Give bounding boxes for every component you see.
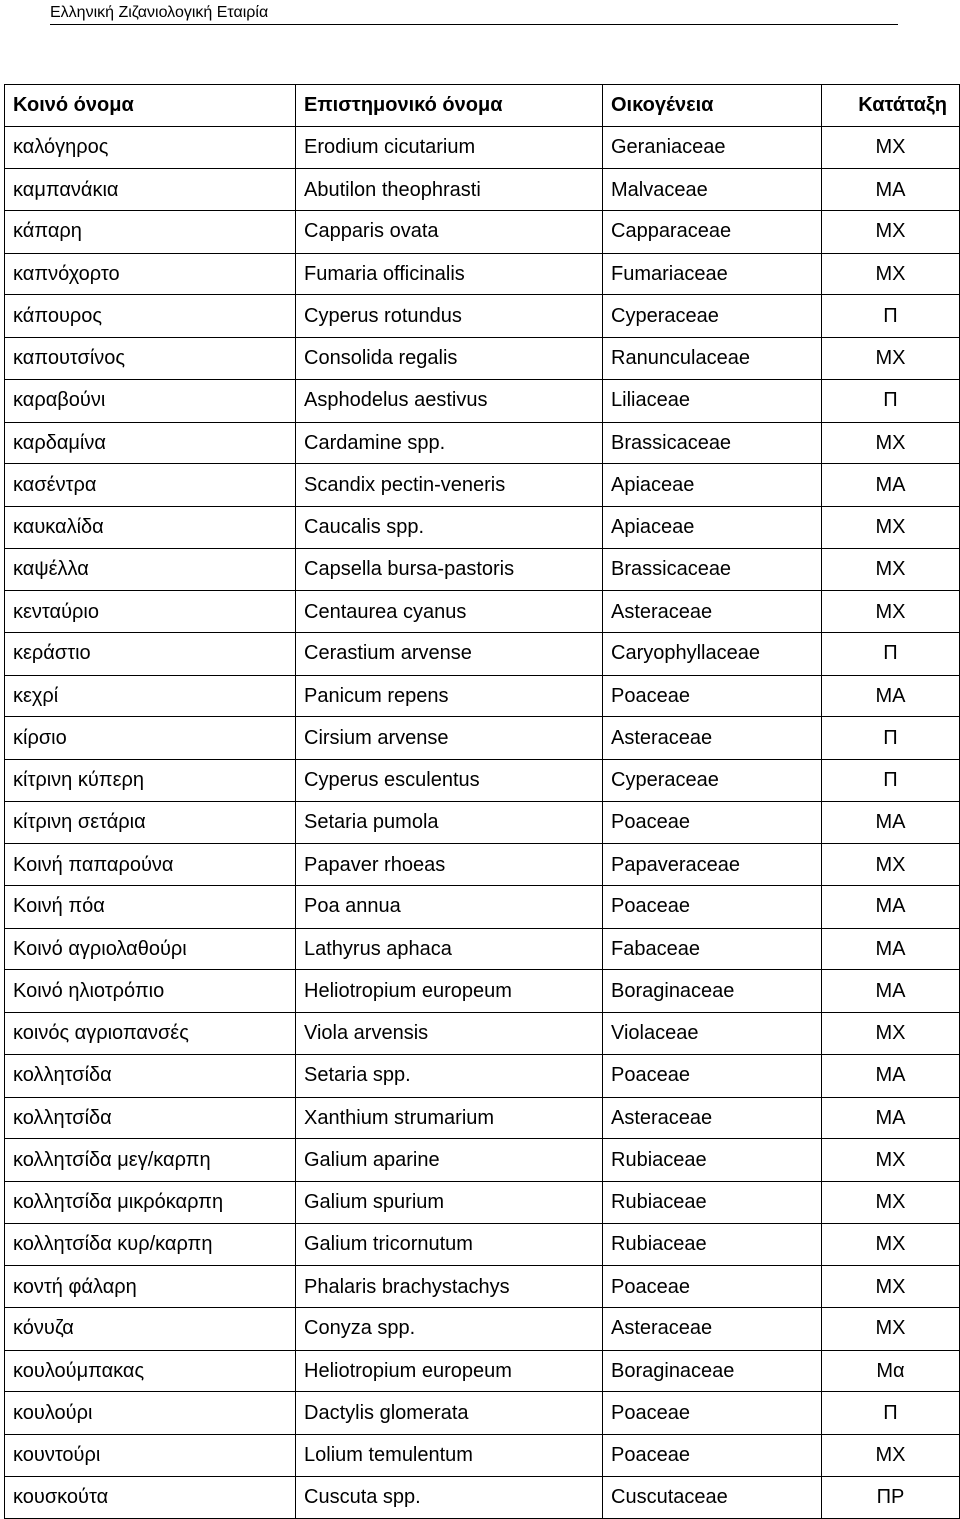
- classification-cell: ΜΑ: [822, 464, 960, 507]
- classification-cell: Μα: [822, 1350, 960, 1392]
- table-row: [5, 632, 960, 675]
- family-cell: Fabaceae: [603, 928, 822, 970]
- classification-cell: ΜΧ: [822, 1266, 960, 1308]
- scientific-name-cell: Heliotropium europeum: [296, 1350, 603, 1392]
- classification-cell: Π: [822, 379, 960, 422]
- table-row: [5, 1307, 960, 1350]
- scientific-name-cell: Heliotropium europeum: [296, 970, 603, 1013]
- scientific-name-cell: Galium spurium: [296, 1181, 603, 1223]
- column-header-classification: Κατάταξη: [822, 85, 960, 127]
- table-row: [5, 1266, 960, 1308]
- common-name-cell: Κοινό ηλιοτρόπιο: [5, 970, 296, 1013]
- family-cell: Rubiaceae: [603, 1223, 822, 1266]
- classification-cell: ΜΑ: [822, 1097, 960, 1139]
- table-row: [5, 801, 960, 844]
- scientific-name-cell: Asphodelus aestivus: [296, 379, 603, 422]
- scientific-name-cell: Erodium cicutarium: [296, 126, 603, 169]
- family-cell: Cyperaceae: [603, 295, 822, 338]
- common-name-cell: κάπαρη: [5, 211, 296, 254]
- table-header-row: [5, 85, 960, 127]
- scientific-name-cell: Setaria pumola: [296, 801, 603, 844]
- classification-cell: ΜΧ: [822, 1223, 960, 1266]
- family-cell: Apiaceae: [603, 464, 822, 507]
- family-cell: Asteraceae: [603, 717, 822, 760]
- family-cell: Apiaceae: [603, 506, 822, 548]
- table-row: [5, 675, 960, 717]
- table-row: [5, 1476, 960, 1519]
- family-cell: Capparaceae: [603, 211, 822, 254]
- common-name-cell: κολλητσίδα: [5, 1097, 296, 1139]
- family-cell: Poaceae: [603, 1392, 822, 1435]
- classification-cell: ΜΑ: [822, 169, 960, 211]
- scientific-name-cell: Dactylis glomerata: [296, 1392, 603, 1435]
- classification-cell: Π: [822, 717, 960, 760]
- classification-cell: Π: [822, 632, 960, 675]
- family-cell: Rubiaceae: [603, 1139, 822, 1182]
- scientific-name-cell: Phalaris brachystachys: [296, 1266, 603, 1308]
- common-name-cell: Κοινή παπαρούνα: [5, 844, 296, 886]
- family-cell: Cyperaceae: [603, 760, 822, 802]
- family-cell: Boraginaceae: [603, 970, 822, 1013]
- scientific-name-cell: Cuscuta spp.: [296, 1476, 603, 1519]
- table-row: [5, 253, 960, 295]
- classification-cell: ΜΑ: [822, 928, 960, 970]
- scientific-name-cell: Cardamine spp.: [296, 422, 603, 464]
- common-name-cell: καλόγηρος: [5, 126, 296, 169]
- classification-cell: ΜΧ: [822, 422, 960, 464]
- table-row: [5, 1181, 960, 1223]
- table-row: [5, 211, 960, 254]
- classification-cell: ΜΧ: [822, 1181, 960, 1223]
- classification-cell: ΜΧ: [822, 211, 960, 254]
- scientific-name-cell: Centaurea cyanus: [296, 591, 603, 633]
- classification-cell: ΜΧ: [822, 1435, 960, 1477]
- family-cell: Poaceae: [603, 801, 822, 844]
- table-row: [5, 1054, 960, 1097]
- family-cell: Brassicaceae: [603, 422, 822, 464]
- table-row: [5, 1013, 960, 1055]
- family-cell: Liliaceae: [603, 379, 822, 422]
- common-name-cell: κουσκούτα: [5, 1476, 296, 1519]
- scientific-name-cell: Consolida regalis: [296, 338, 603, 380]
- family-cell: Boraginaceae: [603, 1350, 822, 1392]
- scientific-name-cell: Caucalis spp.: [296, 506, 603, 548]
- common-name-cell: κόνυζα: [5, 1307, 296, 1350]
- common-name-cell: κολλητσίδα κυρ/καρπη: [5, 1223, 296, 1266]
- scientific-name-cell: Cirsium arvense: [296, 717, 603, 760]
- family-cell: Caryophyllaceae: [603, 632, 822, 675]
- table-row: [5, 760, 960, 802]
- table-row: [5, 379, 960, 422]
- table-row: [5, 548, 960, 591]
- classification-cell: ΜΧ: [822, 338, 960, 380]
- classification-cell: Π: [822, 295, 960, 338]
- table-row: [5, 1097, 960, 1139]
- family-cell: Poaceae: [603, 1054, 822, 1097]
- common-name-cell: κουλούρι: [5, 1392, 296, 1435]
- family-cell: Fumariaceae: [603, 253, 822, 295]
- classification-cell: ΜΧ: [822, 548, 960, 591]
- column-header-common-name: Κοινό όνομα: [5, 85, 296, 127]
- column-header-family: Οικογένεια: [603, 85, 822, 127]
- scientific-name-cell: Viola arvensis: [296, 1013, 603, 1055]
- family-cell: Ranunculaceae: [603, 338, 822, 380]
- classification-cell: Π: [822, 1392, 960, 1435]
- table-row: [5, 970, 960, 1013]
- common-name-cell: κουντούρι: [5, 1435, 296, 1477]
- table-row: [5, 591, 960, 633]
- common-name-cell: κοντή φάλαρη: [5, 1266, 296, 1308]
- table-row: [5, 126, 960, 169]
- common-name-cell: κολλητσίδα μεγ/καρπη: [5, 1139, 296, 1182]
- family-cell: Cuscutaceae: [603, 1476, 822, 1519]
- scientific-name-cell: Galium tricornutum: [296, 1223, 603, 1266]
- family-cell: Brassicaceae: [603, 548, 822, 591]
- classification-cell: ΜΧ: [822, 1139, 960, 1182]
- classification-cell: ΜΑ: [822, 1054, 960, 1097]
- family-cell: Geraniaceae: [603, 126, 822, 169]
- header-title: Ελληνική Ζιζανιολογική Εταιρία: [50, 4, 269, 21]
- table-row: [5, 422, 960, 464]
- scientific-name-cell: Scandix pectin-veneris: [296, 464, 603, 507]
- table-row: [5, 1435, 960, 1477]
- scientific-name-cell: Lathyrus aphaca: [296, 928, 603, 970]
- scientific-name-cell: Fumaria officinalis: [296, 253, 603, 295]
- common-name-cell: κεράστιο: [5, 632, 296, 675]
- table-row: [5, 717, 960, 760]
- family-cell: Poaceae: [603, 1435, 822, 1477]
- common-name-cell: καμπανάκια: [5, 169, 296, 211]
- classification-cell: ΜΑ: [822, 886, 960, 929]
- classification-cell: Π: [822, 760, 960, 802]
- family-cell: Rubiaceae: [603, 1181, 822, 1223]
- table-row: [5, 506, 960, 548]
- scientific-name-cell: Setaria spp.: [296, 1054, 603, 1097]
- table-row: [5, 1139, 960, 1182]
- table-row: [5, 169, 960, 211]
- scientific-name-cell: Cyperus esculentus: [296, 760, 603, 802]
- common-name-cell: Κοινό αγριολαθούρι: [5, 928, 296, 970]
- common-name-cell: κολλητσίδα μικρόκαρπη: [5, 1181, 296, 1223]
- common-name-cell: κουλούμπακας: [5, 1350, 296, 1392]
- scientific-name-cell: Capsella bursa-pastoris: [296, 548, 603, 591]
- weed-species-table: [4, 84, 960, 1519]
- family-cell: Papaveraceae: [603, 844, 822, 886]
- table-row: [5, 886, 960, 929]
- classification-cell: ΜΑ: [822, 675, 960, 717]
- scientific-name-cell: Papaver rhoeas: [296, 844, 603, 886]
- classification-cell: ΜΧ: [822, 1307, 960, 1350]
- common-name-cell: καρδαμίνα: [5, 422, 296, 464]
- family-cell: Malvaceae: [603, 169, 822, 211]
- common-name-cell: κάπουρος: [5, 295, 296, 338]
- classification-cell: ΜΧ: [822, 591, 960, 633]
- scientific-name-cell: Panicum repens: [296, 675, 603, 717]
- scientific-name-cell: Poa annua: [296, 886, 603, 929]
- family-cell: Asteraceae: [603, 1307, 822, 1350]
- scientific-name-cell: Cyperus rotundus: [296, 295, 603, 338]
- table-row: [5, 928, 960, 970]
- common-name-cell: κίρσιο: [5, 717, 296, 760]
- document-header: [50, 4, 898, 25]
- classification-cell: ΜΧ: [822, 844, 960, 886]
- scientific-name-cell: Conyza spp.: [296, 1307, 603, 1350]
- family-cell: Poaceae: [603, 1266, 822, 1308]
- table-row: [5, 295, 960, 338]
- common-name-cell: κοινός αγριοπανσές: [5, 1013, 296, 1055]
- common-name-cell: κασέντρα: [5, 464, 296, 507]
- classification-cell: ΜΧ: [822, 126, 960, 169]
- classification-cell: ΜΑ: [822, 801, 960, 844]
- table-row: [5, 844, 960, 886]
- classification-cell: ΜΑ: [822, 970, 960, 1013]
- common-name-cell: κενταύριο: [5, 591, 296, 633]
- common-name-cell: καυκαλίδα: [5, 506, 296, 548]
- common-name-cell: κίτρινη κύπερη: [5, 760, 296, 802]
- classification-cell: ΜΧ: [822, 506, 960, 548]
- common-name-cell: καπουτσίνος: [5, 338, 296, 380]
- common-name-cell: καψέλλα: [5, 548, 296, 591]
- table-row: [5, 1223, 960, 1266]
- common-name-cell: κολλητσίδα: [5, 1054, 296, 1097]
- scientific-name-cell: Xanthium strumarium: [296, 1097, 603, 1139]
- table-body: [5, 126, 960, 1519]
- table-row: [5, 464, 960, 507]
- common-name-cell: καπνόχορτο: [5, 253, 296, 295]
- scientific-name-cell: Abutilon theophrasti: [296, 169, 603, 211]
- classification-cell: ΜΧ: [822, 1013, 960, 1055]
- scientific-name-cell: Cerastium arvense: [296, 632, 603, 675]
- common-name-cell: κεχρί: [5, 675, 296, 717]
- table-row: [5, 338, 960, 380]
- table-row: [5, 1392, 960, 1435]
- column-header-scientific-name: Επιστημονικό όνομα: [296, 85, 603, 127]
- family-cell: Asteraceae: [603, 1097, 822, 1139]
- classification-cell: ΠΡ: [822, 1476, 960, 1519]
- scientific-name-cell: Lolium temulentum: [296, 1435, 603, 1477]
- classification-cell: ΜΧ: [822, 253, 960, 295]
- scientific-name-cell: Galium aparine: [296, 1139, 603, 1182]
- common-name-cell: καραβούνι: [5, 379, 296, 422]
- family-cell: Violaceae: [603, 1013, 822, 1055]
- table-row: [5, 1350, 960, 1392]
- common-name-cell: κίτρινη σετάρια: [5, 801, 296, 844]
- family-cell: Asteraceae: [603, 591, 822, 633]
- scientific-name-cell: Capparis ovata: [296, 211, 603, 254]
- common-name-cell: Κοινή πόα: [5, 886, 296, 929]
- family-cell: Poaceae: [603, 675, 822, 717]
- family-cell: Poaceae: [603, 886, 822, 929]
